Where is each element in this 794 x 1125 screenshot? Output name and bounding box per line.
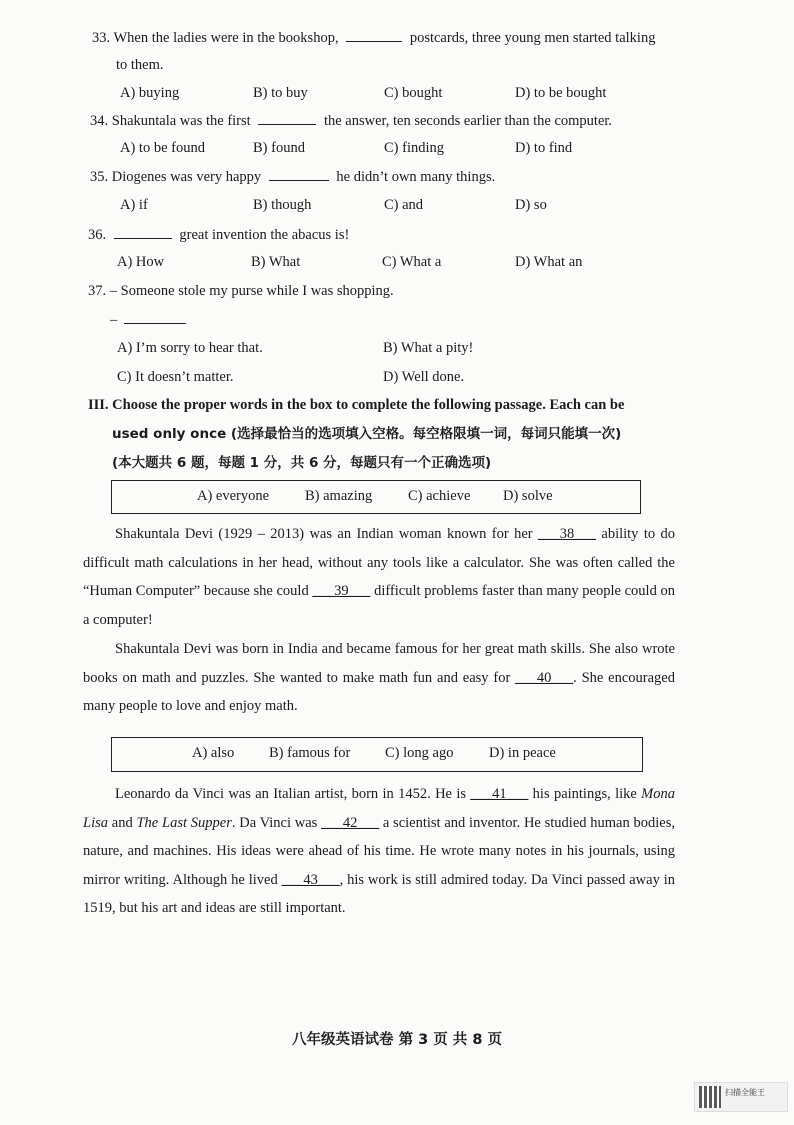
question-34 bbox=[90, 111, 612, 130]
passage-text: his paintings, like bbox=[528, 786, 642, 802]
painting-title: Mona Lisa bbox=[83, 786, 675, 831]
question-37: 37. – Someone stole my purse while I was shopping. bbox=[88, 283, 394, 299]
blank-39: ___39___ bbox=[312, 583, 371, 600]
word-option: B) famous for bbox=[269, 745, 351, 761]
question-33 bbox=[92, 28, 655, 47]
word-option: A) everyone bbox=[197, 488, 270, 504]
option-b: B) found bbox=[253, 140, 305, 156]
option-c: C) finding bbox=[384, 140, 445, 156]
section-heading: III. Choose the proper words in the box to complete the following passage. Each can be bbox=[88, 397, 625, 413]
option-a: A) I’m sorry to hear that. bbox=[117, 340, 263, 356]
page-footer: 八年级英语试卷 第 3 页 共 8 页 bbox=[292, 1032, 502, 1048]
painting-title: The Last Supper bbox=[136, 814, 232, 831]
question-text: to them. bbox=[116, 57, 164, 73]
word-box-1 bbox=[111, 480, 641, 514]
answer-blank bbox=[346, 28, 402, 42]
question-text: he didn’t own many things. bbox=[336, 169, 496, 185]
answer-blank bbox=[124, 310, 186, 324]
question-text: 35. Diogenes was very happy bbox=[90, 169, 262, 185]
answer-blank bbox=[269, 167, 329, 181]
blank-41: ___41___ bbox=[470, 786, 529, 802]
question-text: postcards, three young men started talking bbox=[409, 30, 656, 46]
word-option: D) solve bbox=[503, 488, 553, 504]
dash: – bbox=[110, 312, 118, 328]
option-a: A) buying bbox=[120, 85, 180, 101]
watermark-text: 扫描全能王 bbox=[725, 1088, 765, 1097]
passage-text: Shakuntala Devi was born in India and became famous for her great math skills. She also wrote books on math and puzzles. She wanted to make math fun and easy for bbox=[83, 641, 675, 686]
passage-text: , his work is still admired today. Da Vinci passed away in 1519, but his art and ideas are still important. bbox=[83, 871, 676, 917]
word-option: C) achieve bbox=[408, 488, 471, 504]
option-a: A) How bbox=[117, 254, 165, 270]
option-b: B) What a pity! bbox=[383, 340, 474, 356]
passage-paragraph bbox=[83, 520, 675, 634]
word-option: A) also bbox=[192, 745, 235, 761]
option-d: D) to find bbox=[515, 140, 573, 156]
word-option: C) long ago bbox=[385, 745, 454, 761]
option-c: C) What a bbox=[382, 254, 442, 270]
option-c: C) bought bbox=[384, 85, 443, 101]
passage-text: difficult problems faster than many people could on a computer! bbox=[83, 583, 675, 628]
passage-text: a scientist and inventor. He studied human bodies, nature, and machines. His ideas were ahead of his time. He wrote many notes in his journals, using mirror writing. Although he lived bbox=[83, 814, 675, 888]
section-heading: (本大题共 6 题，每题 1 分，共 6 分，每题只有一个正确选项) bbox=[112, 455, 492, 471]
option-d: D) Well done. bbox=[383, 369, 465, 385]
question-35 bbox=[90, 167, 495, 186]
dialogue-reply bbox=[110, 310, 186, 329]
word-box-2 bbox=[111, 737, 643, 772]
passage-text: . Da Vinci was bbox=[231, 814, 322, 831]
option-b: B) though bbox=[253, 197, 312, 213]
option-b: B) What bbox=[251, 254, 301, 270]
passage-paragraph bbox=[83, 635, 675, 721]
question-text: 36. bbox=[88, 227, 107, 243]
qr-code-icon bbox=[699, 1086, 721, 1108]
blank-40: ___40___ bbox=[515, 669, 574, 686]
option-c: C) and bbox=[384, 197, 424, 213]
question-text: 33. When the ladies were in the bookshop, bbox=[92, 30, 339, 46]
question-text: great invention the abacus is! bbox=[179, 227, 350, 243]
question-text: the answer, ten seconds earlier than the computer. bbox=[323, 113, 613, 129]
answer-blank bbox=[114, 225, 172, 239]
option-d: D) so bbox=[515, 197, 547, 213]
option-a: A) to be found bbox=[120, 140, 205, 156]
passage-text: Shakuntala Devi (1929 – 2013) was an Indian woman known for her bbox=[115, 526, 538, 542]
option-b: B) to buy bbox=[253, 85, 308, 101]
word-option: B) amazing bbox=[305, 488, 373, 504]
passage-text: Leonardo da Vinci was an Italian artist, born in 1452. He is bbox=[115, 786, 471, 802]
word-option: D) in peace bbox=[489, 745, 556, 761]
answer-blank bbox=[258, 111, 316, 125]
option-d: D) to be bought bbox=[515, 85, 607, 101]
passage-paragraph bbox=[83, 780, 675, 923]
question-36 bbox=[88, 225, 349, 244]
blank-38: ___38___ bbox=[538, 526, 596, 542]
passage-text: ability to do difficult math calculations in her head, without any tools like a calculator. She was often called the “Human Computer” because she could bbox=[83, 526, 675, 600]
blank-43: ___43___ bbox=[281, 871, 340, 888]
option-c: C) It doesn’t matter. bbox=[117, 369, 234, 385]
passage-text: . She encouraged many people to love and enjoy math. bbox=[83, 669, 675, 715]
option-d: D) What an bbox=[515, 254, 583, 270]
question-text: 34. Shakuntala was the first bbox=[90, 113, 251, 129]
passage-text: and bbox=[108, 814, 137, 831]
section-heading: used only once (选择最恰当的选项填入空格。每空格限填一词，每词只能填一次) bbox=[112, 426, 622, 442]
option-a: A) if bbox=[120, 197, 148, 213]
scanner-watermark bbox=[694, 1082, 788, 1112]
blank-42: ___42___ bbox=[321, 814, 380, 831]
